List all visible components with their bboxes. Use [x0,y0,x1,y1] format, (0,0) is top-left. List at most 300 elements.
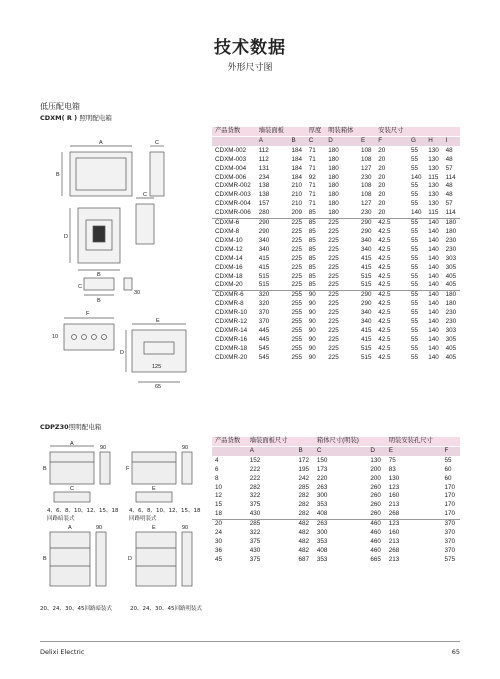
t1-cell: 140 [428,254,439,262]
t1-cell: 140 [428,227,439,235]
t1-cell: 90 [308,335,316,343]
t1-cell: 55 [410,344,418,352]
t1-cell: 180 [328,191,339,199]
t2-cell: 268 [388,546,400,554]
t2-cell: 482 [298,537,310,545]
t2-cell: 213 [388,555,400,563]
t2-cell: 430 [249,510,261,518]
t2-cell: 明装安装孔尺寸 [386,437,442,446]
t2-cell: C [314,446,367,456]
t1-cell: 445 [258,335,270,343]
t1-cell: 303 [445,326,457,334]
t1-cell: 42.5 [378,309,391,317]
t1-cell: 180 [443,291,460,300]
t2-cell: 152 [249,456,261,464]
dim-b-1: B [56,172,60,178]
t1-cell: CDXMR-8 [215,300,244,308]
t1-cell: 48 [445,146,453,154]
t1-cell: 180 [443,219,460,228]
t2-header-row [212,437,460,446]
t1-cell: 340 [258,245,270,253]
t2-cell: 173 [316,465,328,473]
t1-cell: 415 [258,263,270,271]
cdxm-spec-table [212,127,460,363]
t1-table-row [212,228,460,237]
t1-cell: 140 [410,173,422,181]
t2-cell: 160 [388,529,400,537]
t1-table-row [212,281,460,290]
t1-table-row [212,156,460,165]
t1-cell: 415 [360,263,372,271]
t1-cell: 515 [360,281,372,289]
t2-cell: B [296,446,314,456]
t1-cell: 55 [410,326,418,334]
t1-cell: 180 [328,182,339,190]
t1-cell: 184 [291,146,302,154]
t1-cell: 225 [328,236,339,244]
t1-cell: 340 [360,309,372,317]
t1-cell: 55 [410,236,418,244]
t1-cell: 55 [410,155,418,163]
t2-cell: 8 [215,474,219,482]
dim-10: 10 [52,334,59,340]
t1-cell: 140 [428,353,439,361]
t2-cell: 575 [444,555,456,563]
t1-cell: 57 [445,200,453,208]
t1-cell: 210 [291,182,302,190]
dim-c-1: C [155,140,159,146]
t1-cell: 55 [410,164,418,172]
t2-table-row [212,466,460,475]
t1-cell: CDXM-20 [215,281,243,289]
page-title: 技术数据 [214,38,286,58]
t1-cell: 产品货数 [212,127,256,136]
t1-cell: C [306,136,326,146]
t2-cell: 213 [388,501,400,509]
t1-cell: 127 [360,200,372,208]
t1-table-row [212,237,460,246]
t2-cell: 353 [316,537,328,545]
t1-table-row [212,345,460,354]
t1-cell: 255 [291,326,302,334]
t1-cell: 184 [291,173,302,181]
t2-cell [212,446,247,456]
t2-cell: 285 [298,483,310,491]
t1-cell: 225 [328,300,339,308]
t1-cell: 71 [308,146,316,154]
t2-cell: 箱体尺寸(明装) [314,437,367,446]
t1-cell: CDXM-12 [215,245,243,253]
caption-4: 20、24、30、45回路明装式 [130,606,202,612]
t2-cell: 30 [215,537,223,545]
t1-cell: 230 [445,318,457,326]
caption-2a: 4、6、8、10、12、15、18 [129,508,201,514]
t2-cell: A [247,446,296,456]
t1-cell: 515 [258,272,270,280]
t1-cell: CDXMR-16 [215,335,248,343]
t2-cell: E [386,446,442,456]
t1-cell: 230 [445,236,457,244]
t1-cell: 85 [308,272,316,280]
t2-cell: 170 [444,483,456,491]
t2-cell: 123 [386,520,442,529]
caption-2b: 回路明装式 [129,516,157,522]
t2-cell [442,437,460,446]
t2-cell: 300 [316,529,328,537]
t1-cell: 184 [291,164,302,172]
t2-cell: 460 [370,529,381,537]
t1-cell: 71 [308,182,316,190]
t2-cell: 75 [388,456,396,464]
dim-30: 30 [134,290,141,296]
t1-cell: 20 [378,209,386,217]
t1-cell: 370 [258,309,270,317]
t2-cell: 195 [298,465,310,473]
t1-cell: 290 [358,219,375,228]
t1-cell: 225 [328,318,339,326]
t2-cell: 353 [316,501,328,509]
dim2-c-1: C [70,486,74,492]
t2-cell: 222 [249,474,261,482]
t1-cell: 140 [428,318,439,326]
t1-cell: 42.5 [378,272,391,280]
t2-table-row [212,520,460,529]
t1-cell: 234 [258,173,270,181]
t1-cell: 225 [328,344,339,352]
t1-cell: CDXMR-002 [215,182,251,190]
t1-cell [425,127,442,136]
t1-header-row [212,127,460,136]
t2-cell: 482 [298,529,310,537]
t1-cell: 225 [328,309,339,317]
t2-cell: 460 [367,520,385,529]
t2-cell: 83 [388,465,396,473]
t2-cell: 200 [370,465,381,473]
t1-cell: 85 [308,254,316,262]
t2-table-row [212,456,460,465]
t1-table-row [212,273,460,282]
t1-cell: 290 [256,219,289,228]
t1-cell: 55 [410,191,418,199]
t1-cell: CDXM-10 [215,236,243,244]
dim2-f-1: F [126,466,130,472]
t1-cell: D [325,136,358,146]
t2-cell: 430 [249,546,261,554]
t2-cell: 282 [298,492,310,500]
t1-cell: 225 [328,335,339,343]
t2-cell: 15 [215,501,223,509]
t1-cell: 48 [445,155,453,163]
t1-cell: 140 [425,219,442,228]
t1-cell: 108 [360,191,372,199]
t1-cell: 108 [360,155,372,163]
t2-cell: 260 [370,483,381,491]
t1-cell: 405 [445,353,457,361]
dim-c-2: C [143,192,147,198]
t1-cell: A [256,136,289,146]
t1-cell: F [375,136,408,146]
dim-d-1: D [64,234,68,240]
t2-cell: 160 [388,492,400,500]
t2-cell: 220 [316,474,328,482]
t1-cell: CDXMR-10 [215,309,248,317]
footer-page-number: 65 [451,648,460,656]
t2-table-row [212,547,460,556]
t2-cell: 482 [296,520,314,529]
t1-cell: B [288,136,305,146]
t1-cell: 90 [308,300,316,308]
t1-cell: 90 [308,326,316,334]
t1-cell: 20 [378,182,386,190]
section1-title: 低压配电箱 [40,102,80,111]
t2-cell: 408 [316,510,328,518]
t1-cell: 225 [291,254,302,262]
t1-cell: 515 [360,344,372,352]
t1-cell: 42.5 [378,318,391,326]
t1-table-row [212,264,460,273]
t2-cell: 370 [444,537,456,545]
dim-b-3: B [97,298,101,304]
t1-cell: 55 [410,227,418,235]
t1-cell: CDXM-004 [215,164,247,172]
t2-cell: 4 [215,456,219,464]
t2-cell: F [442,446,460,456]
t1-cell: 515 [360,353,372,361]
t1-table-row [212,336,460,345]
t1-cell: 90 [308,318,316,326]
t1-cell: 340 [360,318,372,326]
t1-cell: 140 [428,281,439,289]
cdxm-drawings [48,138,198,388]
t1-cell: 225 [328,254,339,262]
t1-cell: 85 [308,245,316,253]
t2-cell: 268 [388,510,400,518]
t1-cell: 445 [258,326,270,334]
t1-cell: CDXM-006 [215,173,247,181]
t1-cell: 157 [258,200,270,208]
t1-cell: 415 [258,254,270,262]
t1-cell: 厚度 [306,127,326,136]
t2-table-row [212,529,460,538]
t1-cell: 130 [428,182,439,190]
t1-table-row [212,200,460,209]
t1-cell: CDXMR-004 [215,200,251,208]
t1-cell: 55 [410,182,418,190]
t1-cell: 48 [445,191,453,199]
dim2-90-3: 90 [96,525,103,531]
t1-cell: 131 [258,164,270,172]
t1-cell: 42.5 [378,263,391,271]
t1-cell: I [443,136,460,146]
t1-table-row [212,165,460,174]
t1-cell: 180 [328,173,339,181]
t1-cell: 415 [360,326,372,334]
t1-cell: CDXM-8 [215,227,240,235]
t1-cell: 255 [291,353,302,361]
t1-cell: 42.5 [378,344,391,352]
t1-table-row [212,174,460,183]
t1-cell: 140 [428,236,439,244]
t1-cell: 180 [328,155,339,163]
t1-cell: 370 [258,318,270,326]
t1-cell [288,127,305,136]
t2-cell: 282 [249,483,261,491]
dim2-a-2: A [68,525,72,531]
t2-cell: 12 [215,492,223,500]
t1-cell: H [425,136,442,146]
caption-3: 20、24、30、45回路暗装式 [40,606,112,612]
t1-cell: CDXM-14 [215,254,243,262]
t1-cell: 55 [410,263,418,271]
t1-cell: 42.5 [378,281,391,289]
t2-cell: 460 [370,537,381,545]
t1-cell: 130 [428,200,439,208]
t1-cell: 140 [428,309,439,317]
t1-table-row [212,209,460,218]
t1-cell: 340 [360,236,372,244]
t1-cell: 20 [378,173,386,181]
t1-cell: 115 [428,209,439,217]
t2-cell: 460 [370,546,381,554]
t1-cell: 112 [258,146,269,154]
dim-c-3: C [78,284,82,290]
t1-cell: 85 [308,209,316,217]
t1-table-row [212,246,460,255]
t1-cell: 墙装面板 [256,127,289,136]
t1-cell: 225 [291,281,302,289]
t2-cell: 282 [298,510,310,518]
t2-cell: 170 [444,492,456,500]
t1-cell: 127 [360,164,372,172]
t1-cell: 42.5 [378,254,391,262]
t1-cell: 42.5 [378,326,391,334]
t1-cell: 85 [308,236,316,244]
t1-cell: 20 [378,155,386,163]
t1-cell: 115 [428,173,439,181]
t1-cell: 130 [428,164,439,172]
dim-125: 125 [152,364,162,370]
t1-cell: 140 [428,272,439,280]
t1-cell: 230 [445,309,457,317]
t2-cell: 172 [298,456,310,464]
dim-f: F [86,311,90,317]
t1-cell: 225 [325,219,358,228]
t1-cell: 225 [328,263,339,271]
t2-cell: 242 [298,474,310,482]
dim2-90-1: 90 [100,445,107,451]
t1-cell: 42.5 [378,300,391,308]
t1-cell: 140 [428,263,439,271]
t1-cell: 42.5 [378,353,391,361]
t2-cell: 260 [370,492,381,500]
t1-cell: 140 [428,335,439,343]
t1-cell: CDXMR-12 [215,318,248,326]
t2-cell: 222 [249,465,261,473]
t1-cell: 405 [445,281,457,289]
t1-cell: 55 [410,318,418,326]
t1-cell [212,136,256,146]
t1-cell: 225 [291,236,302,244]
t2-cell: 213 [388,537,400,545]
t1-cell: 140 [428,326,439,334]
t2-cell: 370 [444,546,456,554]
t1-cell: 209 [291,209,302,217]
t1-cell: 180 [328,164,339,172]
t1-cell: 92 [308,173,316,181]
t2-cell: 300 [316,492,328,500]
t1-table-row [212,291,460,300]
t1-cell: 320 [258,300,270,308]
t1-cell: 180 [445,300,457,308]
t1-cell: 415 [360,254,372,262]
t1-cell: 210 [291,191,302,199]
t1-cell: 225 [291,245,302,253]
dim2-90-4: 90 [182,525,189,531]
t1-subheader-row [212,136,460,146]
t1-cell: 明装箱体 [325,127,358,136]
t1-table-row [212,182,460,191]
t1-cell: CDXMR-006 [215,209,251,217]
t2-table-row [212,510,460,519]
t1-cell: 255 [291,300,302,308]
footer-brand: Delixi Electric [40,648,85,656]
page-subtitle: 外形尺寸图 [227,63,273,73]
t1-cell: 225 [328,326,339,334]
t1-cell: 225 [328,272,339,280]
t2-cell: 322 [249,492,261,500]
t1-cell: 225 [288,219,305,228]
dim2-a-1: A [70,441,74,447]
t1-cell [443,127,460,136]
t1-cell: 225 [328,245,339,253]
t2-cell: 260 [370,501,381,509]
t1-cell: CDXM-16 [215,263,243,271]
t1-cell: 55 [410,309,418,317]
t2-cell: 18 [215,510,223,518]
t2-cell: 45 [215,555,223,563]
t1-cell: 140 [428,300,439,308]
t1-cell: 255 [288,291,305,300]
section1-model: CDXM( R ) [40,114,78,122]
t1-cell: 140 [425,291,442,300]
t1-cell: 140 [428,245,439,253]
t2-cell: 370 [444,529,456,537]
t1-cell: 114 [445,209,456,217]
t1-cell: 405 [445,272,457,280]
t2-cell: 260 [370,510,381,518]
t2-cell: 408 [316,546,328,554]
dim2-d: D [128,556,132,562]
t1-cell: 230 [360,173,372,181]
t1-cell: 85 [306,219,326,228]
t1-cell: 515 [258,281,270,289]
t2-cell: 353 [316,555,328,563]
t1-cell: G [408,136,425,146]
dim-e: E [156,318,160,324]
section2-model-desc: 照明配电箱 [68,423,102,431]
dim2-b-2: B [43,556,47,562]
t1-table-row [212,255,460,264]
t1-cell: 90 [306,291,326,300]
t1-cell: 225 [291,272,302,280]
t2-cell: D [367,446,385,456]
t2-cell: 55 [444,456,452,464]
t1-cell: 180 [328,209,339,217]
t2-cell: 130 [370,456,381,464]
t2-cell: 263 [316,483,328,491]
t1-cell: 55 [410,300,418,308]
t1-cell: 415 [360,335,372,343]
